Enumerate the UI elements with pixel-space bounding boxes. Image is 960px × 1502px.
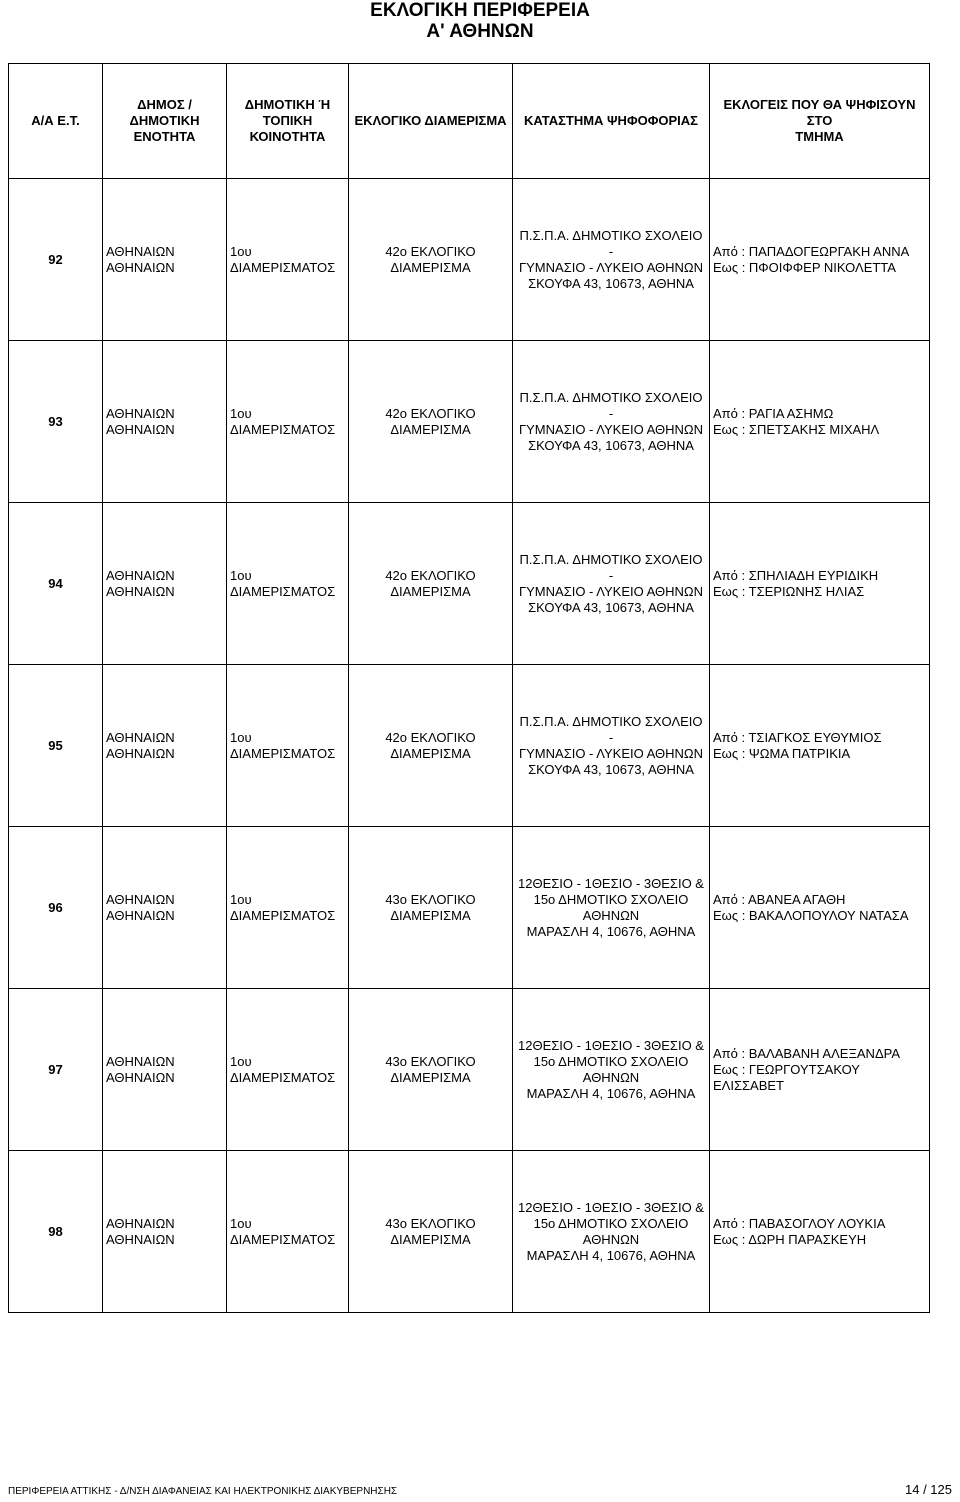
cell-line: 1ου bbox=[230, 567, 252, 583]
row-ekloges bbox=[710, 341, 930, 503]
cell-line: ΔΙΑΜΕΡΙΣΜΑΤΟΣ bbox=[230, 1231, 336, 1247]
cell-line: 15ο ΔΗΜΟΤΙΚΟ ΣΧΟΛΕΙΟ bbox=[533, 891, 689, 907]
header-koinotita-line: ΔΗΜΟΤΙΚΗ Ή bbox=[244, 97, 331, 112]
cell-line: 15ο ΔΗΜΟΤΙΚΟ ΣΧΟΛΕΙΟ bbox=[533, 1215, 689, 1231]
row-number: 96 bbox=[9, 827, 103, 989]
cell-line: ΑΘΗΝΑΙΩΝ bbox=[106, 1231, 175, 1247]
voters-from: Από : ΠΑΠΑΔΟΓΕΩΡΓΑΚΗ ΑΝΝΑ bbox=[713, 243, 910, 259]
row-dimos bbox=[103, 827, 227, 989]
cell-line: ΑΘΗΝΑΙΩΝ bbox=[106, 567, 175, 583]
voters-from: Από : ΒΑΛΑΒΑΝΗ ΑΛΕΞΑΝΔΡΑ bbox=[713, 1045, 901, 1061]
row-dimos bbox=[103, 179, 227, 341]
page-title: ΕΚΛΟΓΙΚΗ ΠΕΡΙΦΕΡΕΙΑ bbox=[370, 0, 590, 21]
row-diamerisma bbox=[349, 503, 513, 665]
voters-to: Εως : ΣΠΕΤΣΑΚΗΣ ΜΙΧΑΗΛ bbox=[713, 421, 880, 437]
row-diamerisma bbox=[349, 665, 513, 827]
table-row bbox=[9, 503, 930, 665]
cell-line: ΔΙΑΜΕΡΙΣΜΑ bbox=[390, 1231, 471, 1247]
voters-from: Από : ΡΑΓΙΑ ΑΣΗΜΩ bbox=[713, 405, 834, 421]
table-header-row bbox=[9, 64, 930, 179]
page-subtitle: Α' ΑΘΗΝΩΝ bbox=[426, 21, 534, 42]
cell-line: ΜΑΡΑΣΛΗ 4, 10676, ΑΘΗΝΑ bbox=[526, 1247, 696, 1263]
cell-line: ΣΚΟΥΦΑ 43, 10673, ΑΘΗΝΑ bbox=[528, 275, 694, 291]
table-row bbox=[9, 827, 930, 989]
page-number: 14 / 125 bbox=[905, 1482, 952, 1497]
cell-line: 12ΘΕΣΙΟ - 1ΘΕΣΙΟ - 3ΘΕΣΙΟ & bbox=[518, 1037, 704, 1053]
row-katastima bbox=[513, 1151, 710, 1313]
cell-line: Π.Σ.Π.Α. ΔΗΜΟΤΙΚΟ ΣΧΟΛΕΙΟ - bbox=[519, 389, 703, 421]
cell-line: ΔΙΑΜΕΡΙΣΜΑΤΟΣ bbox=[230, 1069, 336, 1085]
cell-line: 42ο ΕΚΛΟΓΙΚΟ bbox=[385, 729, 476, 745]
cell-line: ΣΚΟΥΦΑ 43, 10673, ΑΘΗΝΑ bbox=[528, 437, 694, 453]
cell-line: ΑΘΗΝΑΙΩΝ bbox=[106, 421, 175, 437]
row-katastima bbox=[513, 665, 710, 827]
header-dimos-line: ΔΗΜΟΤΙΚΗ bbox=[129, 113, 200, 128]
row-number: 93 bbox=[9, 341, 103, 503]
cell-line: ΑΘΗΝΑΙΩΝ bbox=[106, 729, 175, 745]
cell-line: ΔΙΑΜΕΡΙΣΜΑ bbox=[390, 745, 471, 761]
table-row bbox=[9, 665, 930, 827]
row-dimos bbox=[103, 341, 227, 503]
cell-line: ΔΙΑΜΕΡΙΣΜΑ bbox=[390, 583, 471, 599]
voters-to: Εως : ΨΩΜΑ ΠΑΤΡΙΚΙΑ bbox=[713, 745, 851, 761]
cell-line: 1ου bbox=[230, 891, 252, 907]
voters-to: Εως : ΓΕΩΡΓΟΥΤΣΑΚΟΥ ΕΛΙΣΣΑΒΕΤ bbox=[713, 1061, 860, 1093]
header-koinotita-line: ΚΟΙΝΟΤΗΤΑ bbox=[249, 129, 326, 144]
footer-organization: ΠΕΡΙΦΕΡΕΙΑ ΑΤΤΙΚΗΣ - Δ/ΝΣΗ ΔΙΑΦΑΝΕΙΑΣ ΚΑΙ ΗΛΕΚΤΡΟΝΙΚΗΣ ΔΙΑΚΥΒΕΡΝΗΣΗΣ bbox=[8, 1486, 398, 1497]
cell-line: ΓΥΜΝΑΣΙΟ - ΛΥΚΕΙΟ ΑΘΗΝΩΝ bbox=[518, 421, 704, 437]
table-row bbox=[9, 341, 930, 503]
cell-line: 1ου bbox=[230, 243, 252, 259]
header-ekloges-line: ΤΜΗΜΑ bbox=[795, 129, 844, 144]
cell-line: ΑΘΗΝΩΝ bbox=[582, 907, 640, 923]
row-koinotita bbox=[227, 503, 349, 665]
cell-line: ΑΘΗΝΑΙΩΝ bbox=[106, 1215, 175, 1231]
cell-line: Π.Σ.Π.Α. ΔΗΜΟΤΙΚΟ ΣΧΟΛΕΙΟ - bbox=[519, 227, 703, 259]
row-dimos bbox=[103, 989, 227, 1151]
row-ekloges bbox=[710, 179, 930, 341]
row-katastima bbox=[513, 989, 710, 1151]
row-ekloges bbox=[710, 989, 930, 1151]
row-diamerisma bbox=[349, 341, 513, 503]
header-diamerisma: ΕΚΛΟΓΙΚΟ ΔΙΑΜΕΡΙΣΜΑ bbox=[349, 64, 513, 179]
cell-line: ΑΘΗΝΑΙΩΝ bbox=[106, 259, 175, 275]
cell-line: 42ο ΕΚΛΟΓΙΚΟ bbox=[385, 567, 476, 583]
header-aa: Α/Α Ε.Τ. bbox=[9, 64, 103, 179]
voters-to: Εως : ΤΣΕΡΙΩΝΗΣ ΗΛΙΑΣ bbox=[713, 583, 865, 599]
cell-line: ΑΘΗΝΑΙΩΝ bbox=[106, 583, 175, 599]
cell-line: ΑΘΗΝΑΙΩΝ bbox=[106, 745, 175, 761]
voters-to: Εως : ΔΩΡΗ ΠΑΡΑΣΚΕΥΗ bbox=[713, 1231, 867, 1247]
cell-line: ΑΘΗΝΑΙΩΝ bbox=[106, 891, 175, 907]
header-dimos bbox=[103, 64, 227, 179]
cell-line: 12ΘΕΣΙΟ - 1ΘΕΣΙΟ - 3ΘΕΣΙΟ & bbox=[518, 1199, 704, 1215]
cell-line: ΑΘΗΝΩΝ bbox=[582, 1069, 640, 1085]
cell-line: 1ου bbox=[230, 729, 252, 745]
row-katastima bbox=[513, 179, 710, 341]
cell-line: ΑΘΗΝΑΙΩΝ bbox=[106, 1069, 175, 1085]
voters-to: Εως : ΠΦΟΙΦΦΕΡ ΝΙΚΟΛΕΤΤΑ bbox=[713, 259, 896, 275]
voters-from: Από : ΤΣΙΑΓΚΟΣ ΕΥΘΥΜΙΟΣ bbox=[713, 729, 882, 745]
row-number: 92 bbox=[9, 179, 103, 341]
row-ekloges bbox=[710, 503, 930, 665]
cell-line: ΜΑΡΑΣΛΗ 4, 10676, ΑΘΗΝΑ bbox=[526, 1085, 696, 1101]
cell-line: 42ο ΕΚΛΟΓΙΚΟ bbox=[385, 405, 476, 421]
cell-line: ΜΑΡΑΣΛΗ 4, 10676, ΑΘΗΝΑ bbox=[526, 923, 696, 939]
header-dimos-line: ΕΝΟΤΗΤΑ bbox=[133, 129, 196, 144]
cell-line: ΑΘΗΝΑΙΩΝ bbox=[106, 1053, 175, 1069]
table-row bbox=[9, 1151, 930, 1313]
header-ekloges bbox=[710, 64, 930, 179]
cell-line: ΑΘΗΝΩΝ bbox=[582, 1231, 640, 1247]
header-katastima: ΚΑΤΑΣΤΗΜΑ ΨΗΦΟΦΟΡΙΑΣ bbox=[513, 64, 710, 179]
cell-line: ΔΙΑΜΕΡΙΣΜΑΤΟΣ bbox=[230, 421, 336, 437]
row-ekloges bbox=[710, 827, 930, 989]
row-dimos bbox=[103, 665, 227, 827]
cell-line: ΓΥΜΝΑΣΙΟ - ΛΥΚΕΙΟ ΑΘΗΝΩΝ bbox=[518, 745, 704, 761]
voters-from: Από : ΑΒΑΝΕΑ ΑΓΑΘΗ bbox=[713, 891, 846, 907]
cell-line: 15ο ΔΗΜΟΤΙΚΟ ΣΧΟΛΕΙΟ bbox=[533, 1053, 689, 1069]
cell-line: ΑΘΗΝΑΙΩΝ bbox=[106, 405, 175, 421]
cell-line: 1ου bbox=[230, 1215, 252, 1231]
cell-line: ΣΚΟΥΦΑ 43, 10673, ΑΘΗΝΑ bbox=[528, 761, 694, 777]
row-dimos bbox=[103, 503, 227, 665]
cell-line: 42ο ΕΚΛΟΓΙΚΟ bbox=[385, 243, 476, 259]
cell-line: 1ου bbox=[230, 405, 252, 421]
voters-to: Εως : ΒΑΚΑΛΟΠΟΥΛΟΥ ΝΑΤΑΣΑ bbox=[713, 907, 909, 923]
cell-line: 12ΘΕΣΙΟ - 1ΘΕΣΙΟ - 3ΘΕΣΙΟ & bbox=[518, 875, 704, 891]
row-ekloges bbox=[710, 665, 930, 827]
header-koinotita-line: ΤΟΠΙΚΗ bbox=[262, 113, 313, 128]
row-dimos bbox=[103, 1151, 227, 1313]
polling-stations-table bbox=[8, 63, 930, 1313]
row-katastima bbox=[513, 827, 710, 989]
row-katastima bbox=[513, 341, 710, 503]
row-number: 98 bbox=[9, 1151, 103, 1313]
voters-from: Από : ΠΑΒΑΣΟΓΛΟΥ ΛΟΥΚΙΑ bbox=[713, 1215, 886, 1231]
row-koinotita bbox=[227, 827, 349, 989]
cell-line: ΣΚΟΥΦΑ 43, 10673, ΑΘΗΝΑ bbox=[528, 599, 694, 615]
cell-line: ΔΙΑΜΕΡΙΣΜΑΤΟΣ bbox=[230, 259, 336, 275]
cell-line: ΔΙΑΜΕΡΙΣΜΑΤΟΣ bbox=[230, 907, 336, 923]
cell-line: ΓΥΜΝΑΣΙΟ - ΛΥΚΕΙΟ ΑΘΗΝΩΝ bbox=[518, 583, 704, 599]
row-number: 95 bbox=[9, 665, 103, 827]
row-koinotita bbox=[227, 989, 349, 1151]
table-row bbox=[9, 989, 930, 1151]
row-koinotita bbox=[227, 341, 349, 503]
cell-line: 1ου bbox=[230, 1053, 252, 1069]
row-diamerisma bbox=[349, 827, 513, 989]
cell-line: 43ο ΕΚΛΟΓΙΚΟ bbox=[385, 1053, 476, 1069]
cell-line: ΔΙΑΜΕΡΙΣΜΑ bbox=[390, 421, 471, 437]
row-ekloges bbox=[710, 1151, 930, 1313]
row-koinotita bbox=[227, 179, 349, 341]
cell-line: ΓΥΜΝΑΣΙΟ - ΛΥΚΕΙΟ ΑΘΗΝΩΝ bbox=[518, 259, 704, 275]
cell-line: 43ο ΕΚΛΟΓΙΚΟ bbox=[385, 891, 476, 907]
cell-line: ΑΘΗΝΑΙΩΝ bbox=[106, 243, 175, 259]
table-row bbox=[9, 179, 930, 341]
cell-line: ΔΙΑΜΕΡΙΣΜΑΤΟΣ bbox=[230, 583, 336, 599]
cell-line: ΔΙΑΜΕΡΙΣΜΑΤΟΣ bbox=[230, 745, 336, 761]
cell-line: Π.Σ.Π.Α. ΔΗΜΟΤΙΚΟ ΣΧΟΛΕΙΟ - bbox=[519, 551, 703, 583]
cell-line: ΔΙΑΜΕΡΙΣΜΑ bbox=[390, 907, 471, 923]
cell-line: 43ο ΕΚΛΟΓΙΚΟ bbox=[385, 1215, 476, 1231]
row-diamerisma bbox=[349, 179, 513, 341]
cell-line: ΔΙΑΜΕΡΙΣΜΑ bbox=[390, 259, 471, 275]
voters-from: Από : ΣΠΗΛΙΑΔΗ ΕΥΡΙΔΙΚΗ bbox=[713, 567, 879, 583]
row-koinotita bbox=[227, 1151, 349, 1313]
cell-line: ΔΙΑΜΕΡΙΣΜΑ bbox=[390, 1069, 471, 1085]
row-diamerisma bbox=[349, 989, 513, 1151]
row-koinotita bbox=[227, 665, 349, 827]
row-katastima bbox=[513, 503, 710, 665]
cell-line: ΑΘΗΝΑΙΩΝ bbox=[106, 907, 175, 923]
row-number: 97 bbox=[9, 989, 103, 1151]
header-ekloges-line: ΕΚΛΟΓΕΙΣ ΠΟΥ ΘΑ ΨΗΦΙΣΟΥΝ ΣΤΟ bbox=[723, 97, 916, 128]
header-dimos-line: ΔΗΜΟΣ / bbox=[137, 97, 192, 112]
row-number: 94 bbox=[9, 503, 103, 665]
cell-line: Π.Σ.Π.Α. ΔΗΜΟΤΙΚΟ ΣΧΟΛΕΙΟ - bbox=[519, 713, 703, 745]
header-koinotita bbox=[227, 64, 349, 179]
row-diamerisma bbox=[349, 1151, 513, 1313]
